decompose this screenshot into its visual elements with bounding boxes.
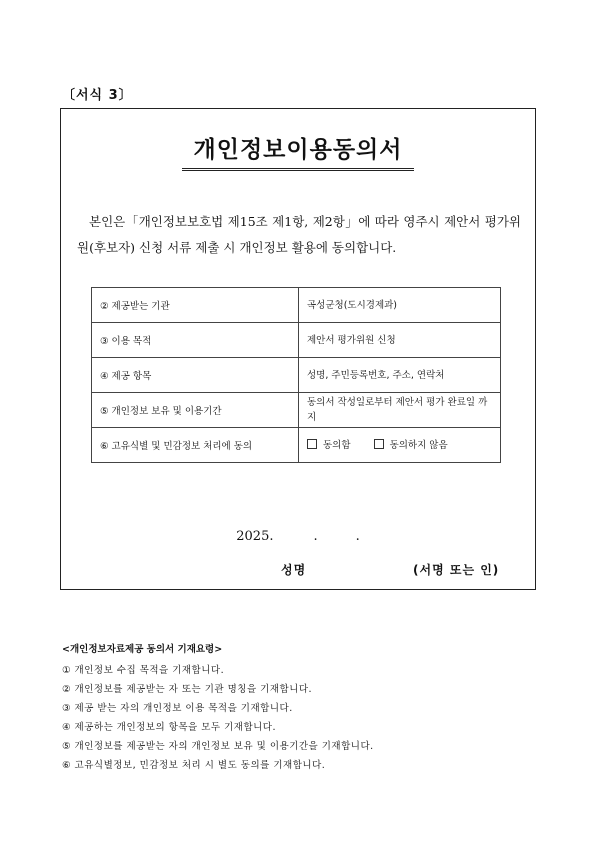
table-row-consent [92,428,501,463]
date-line [61,529,535,544]
signature-label: (서명 또는 인) [413,563,500,577]
name-label: 성명 [281,563,307,577]
date-month-dot: . [313,529,318,544]
agree-label: 동의함 [323,439,351,451]
instructions-title: <개인정보자료제공 동의서 기재요령> [62,644,223,655]
table-row [92,358,501,393]
list-item: ② 개인정보를 제공받는 자 또는 기관 명칭을 기재합니다. [62,684,313,695]
info-table [91,287,501,463]
list-item: ⑤ 개인정보를 제공받는 자의 개인정보 보유 및 이용기간을 기재합니다. [62,741,374,752]
instructions-list [62,661,374,775]
disagree-checkbox[interactable] [374,439,384,449]
disagree-label: 동의하지 않음 [389,439,448,451]
date-year: 2025. [236,529,274,544]
list-item: ⑥ 고유식별정보, 민감정보 처리 시 별도 동의를 기재합니다. [62,760,326,771]
form-title-text: 개인정보이용동의서 [182,131,415,171]
consent-options [299,428,501,463]
list-item: ③ 제공 받는 자의 개인정보 이용 목적을 기재합니다. [62,703,293,714]
form-title [61,131,535,171]
table-row [92,393,501,428]
form-number-label: 〔서식 3〕 [62,88,133,103]
consent-form-frame [60,108,536,590]
consent-label: ⑥ 고유식별 및 민감정보 처리에 동의 [92,428,299,463]
consent-statement: 본인은「개인정보보호법 제15조 제1항, 제2항」에 따라 영주시 제안서 평가위원(후보자) 신청 서류 제출 시 개인정보 활용에 동의합니다. [77,214,521,255]
row-value[interactable]: 제안서 평가위원 신청 [299,323,501,358]
row-value[interactable]: 성명, 주민등록번호, 주소, 연락처 [299,358,501,393]
row-label: ③ 이용 목적 [92,323,299,358]
row-label: ⑤ 개인정보 보유 및 이용기간 [92,393,299,428]
row-value[interactable]: 동의서 작성일로부터 제안서 평가 완료일 까지 [299,393,501,428]
table-row [92,288,501,323]
list-item: ④ 제공하는 개인정보의 항목을 모두 기재합니다. [62,722,276,733]
table-row [92,323,501,358]
disagree-option[interactable] [374,440,448,451]
agree-checkbox[interactable] [307,439,317,449]
date-day-dot: . [355,529,360,544]
row-value[interactable]: 곡성군청(도시경제과) [299,288,501,323]
row-label: ④ 제공 항목 [92,358,299,393]
agree-option[interactable] [307,440,351,451]
row-label: ② 제공받는 기관 [92,288,299,323]
list-item: ① 개인정보 수집 목적을 기재합니다. [62,665,225,676]
